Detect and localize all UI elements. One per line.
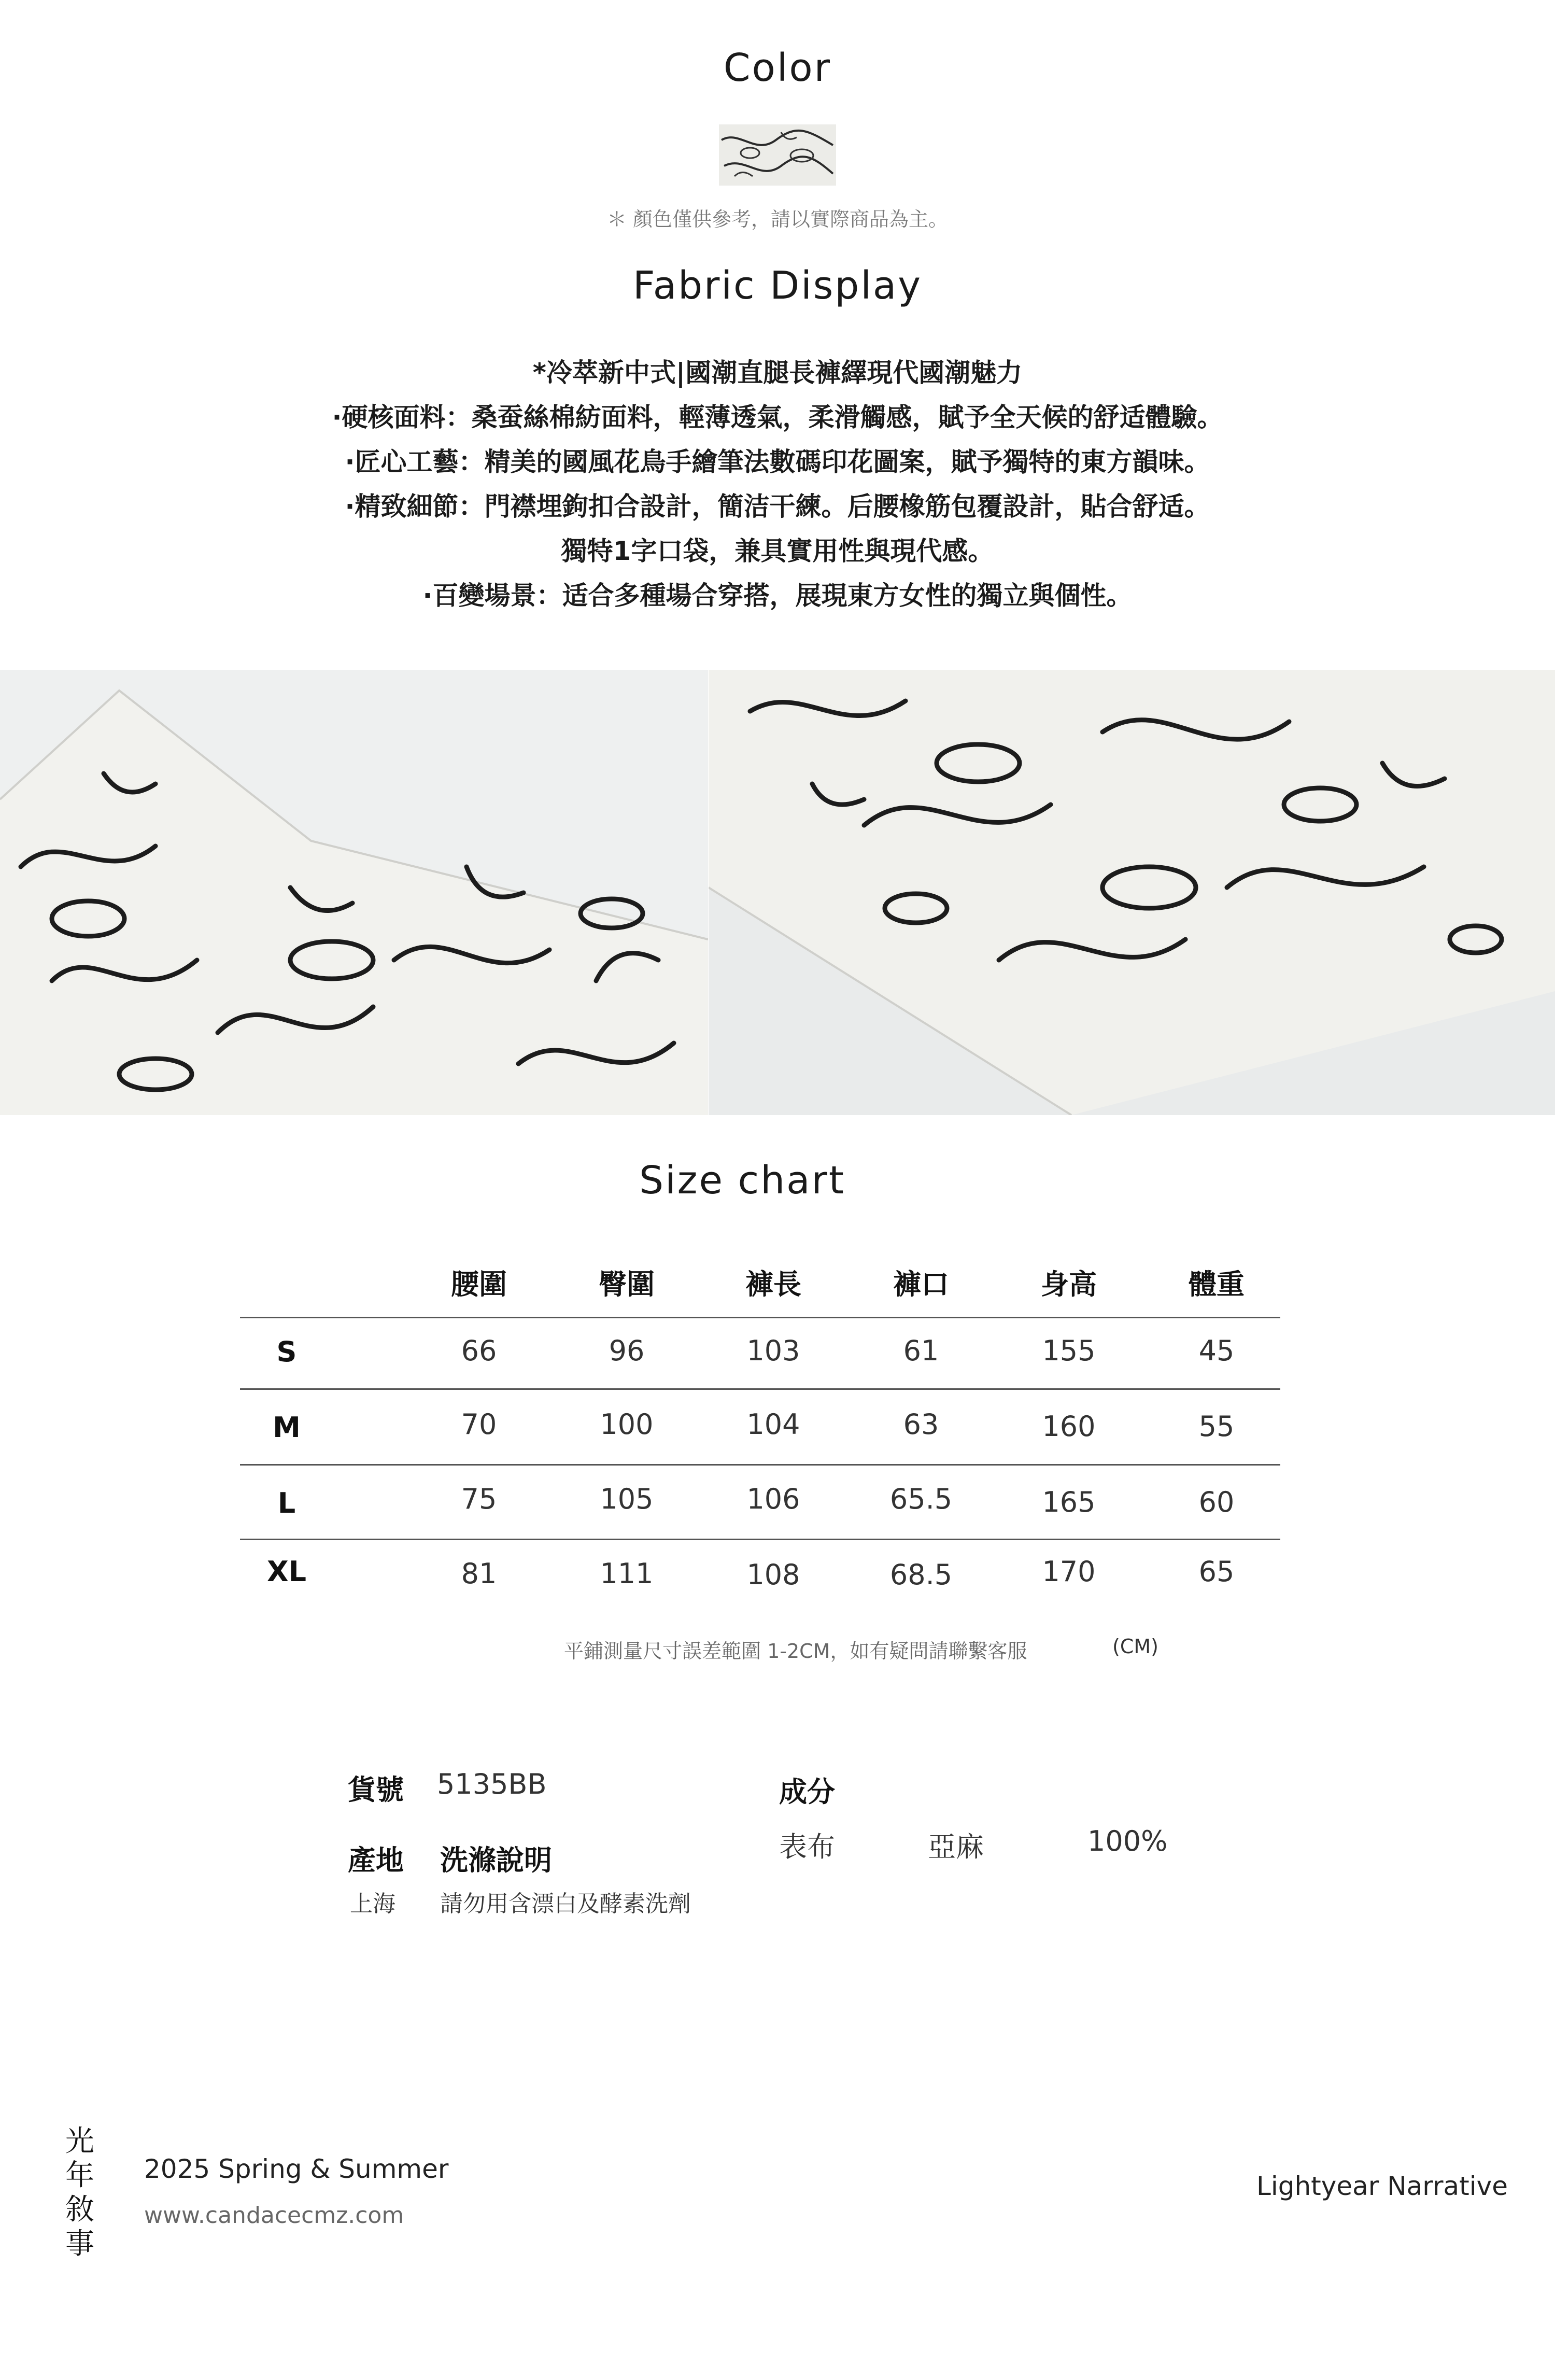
size-cell: 66 xyxy=(461,1334,497,1367)
size-chart-title: Size chart xyxy=(639,1158,845,1203)
table-divider xyxy=(240,1539,1280,1540)
size-cell: 65.5 xyxy=(889,1483,953,1515)
size-cell: 105 xyxy=(600,1483,654,1515)
fabric-desc-line: 獨特1字口袋，兼具實用性與現代感。 xyxy=(561,536,994,566)
size-chart-note: 平鋪測量尺寸誤差範圍 1-2CM，如有疑問請聯繫客服 xyxy=(564,1640,1027,1663)
fabric-photo-right xyxy=(709,670,1555,1115)
origin-value: 上海 xyxy=(350,1891,395,1917)
size-label: XL xyxy=(266,1555,307,1588)
fabric-description xyxy=(0,350,1555,618)
table-divider xyxy=(240,1317,1280,1318)
composition-percent: 100% xyxy=(1087,1825,1168,1857)
origin-label: 產地 xyxy=(348,1844,404,1877)
composition-material: 亞麻 xyxy=(928,1830,984,1863)
brand-vertical-char: 敘 xyxy=(65,2193,94,2227)
size-cell: 155 xyxy=(1042,1334,1096,1367)
brand-vertical-logo xyxy=(65,2124,100,2261)
size-table-header: 體重 xyxy=(1189,1268,1245,1301)
size-cell: 108 xyxy=(746,1558,800,1591)
fabric-photo-left-image xyxy=(0,670,708,1115)
composition-label: 成分 xyxy=(779,1776,835,1808)
size-label: M xyxy=(273,1411,301,1444)
size-cell: 60 xyxy=(1198,1486,1235,1518)
size-label: S xyxy=(276,1335,297,1368)
size-cell: 61 xyxy=(903,1334,939,1367)
fabric-desc-line: ·硬核面料：桑蚕絲棉紡面料，輕薄透氣，柔滑觸感，賦予全天候的舒适體驗。 xyxy=(332,402,1223,432)
size-cell: 63 xyxy=(903,1408,939,1441)
color-swatch[interactable] xyxy=(719,124,836,186)
fabric-desc-line: ·百變場景：适合多種場合穿搭，展現東方女性的獨立與個性。 xyxy=(422,581,1133,611)
size-cell: 55 xyxy=(1198,1410,1235,1443)
brand-vertical-char: 光 xyxy=(65,2124,94,2158)
table-divider xyxy=(240,1464,1280,1466)
fabric-section-title: Fabric Display xyxy=(632,263,923,308)
size-cell: 165 xyxy=(1042,1486,1096,1518)
size-chart-unit: (CM) xyxy=(1112,1635,1158,1658)
fabric-desc-line: ·匠心工藝：精美的國風花鳥手繪筆法數碼印花圖案，賦予獨特的東方韻味。 xyxy=(345,447,1210,477)
table-divider xyxy=(240,1388,1280,1390)
size-cell: 111 xyxy=(600,1557,654,1590)
brand-vertical-char: 事 xyxy=(65,2227,94,2261)
size-cell: 106 xyxy=(746,1483,800,1515)
size-cell: 160 xyxy=(1042,1410,1096,1443)
item-no-label: 貨號 xyxy=(348,1773,404,1806)
color-disclaimer: ＊ 顏色僅供參考，請以實際商品為主。 xyxy=(606,208,949,231)
fabric-desc-line: *冷萃新中式|國潮直腿長褲繹現代國潮魅力 xyxy=(532,358,1023,388)
size-cell: 96 xyxy=(609,1334,645,1367)
size-table-header: 褲口 xyxy=(893,1268,949,1301)
composition-part: 表布 xyxy=(779,1830,835,1863)
fabric-photo-left xyxy=(0,670,708,1115)
website-link[interactable]: www.candacecmz.com xyxy=(144,2202,404,2229)
fabric-photo-right-image xyxy=(709,670,1555,1115)
color-swatch-pattern xyxy=(719,124,836,186)
size-cell: 68.5 xyxy=(889,1558,953,1591)
size-cell: 170 xyxy=(1042,1555,1096,1588)
size-cell: 75 xyxy=(461,1483,497,1515)
size-cell: 45 xyxy=(1198,1334,1235,1367)
brand-english-name: Lightyear Narrative xyxy=(1256,2171,1508,2201)
size-table-header: 腰圍 xyxy=(451,1268,507,1301)
size-cell: 81 xyxy=(461,1557,497,1590)
size-table-header: 褲長 xyxy=(745,1268,801,1301)
size-label: L xyxy=(277,1487,296,1519)
fabric-desc-line: ·精致細節：門襟埋鉤扣合設計，簡洁干練。后腰橡筋包覆設計，貼合舒适。 xyxy=(345,491,1210,522)
item-no-value: 5135BB xyxy=(437,1768,547,1800)
wash-instructions-label: 洗滌說明 xyxy=(440,1844,552,1877)
size-table-header: 臀圍 xyxy=(599,1268,655,1301)
size-cell: 65 xyxy=(1198,1555,1235,1588)
brand-vertical-char: 年 xyxy=(65,2159,94,2192)
size-cell: 103 xyxy=(746,1334,800,1367)
size-cell: 100 xyxy=(600,1408,654,1441)
size-cell: 104 xyxy=(746,1408,800,1441)
size-cell: 70 xyxy=(461,1408,497,1441)
wash-instructions-value: 請勿用含漂白及酵素洗劑 xyxy=(440,1891,691,1917)
season-label: 2025 Spring & Summer xyxy=(144,2154,449,2184)
color-section-title: Color xyxy=(723,46,832,90)
size-table-header: 身高 xyxy=(1041,1268,1097,1301)
